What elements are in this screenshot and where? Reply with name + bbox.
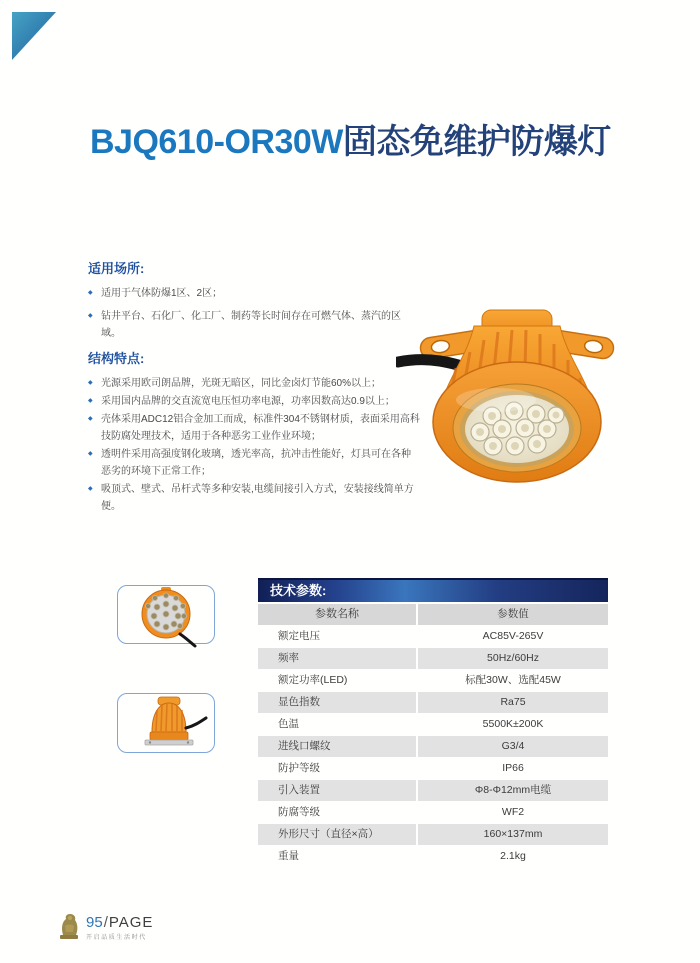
param-value: AC85V-265V	[482, 630, 544, 642]
list-item	[88, 411, 420, 445]
param-name: 显色指数	[258, 692, 416, 713]
corner-triangle-decoration	[12, 12, 56, 60]
list-item	[88, 393, 420, 410]
page-number: 95	[86, 914, 103, 931]
table-row	[258, 780, 608, 801]
list-item	[88, 308, 420, 342]
section-features	[88, 348, 420, 516]
param-value: 50Hz/60Hz	[418, 648, 608, 669]
bullet-icon: ◆	[88, 313, 93, 319]
param-name: 防护等级	[278, 762, 320, 774]
page-number-separator: /	[103, 914, 108, 931]
param-value: IP66	[502, 762, 524, 774]
feature-bullet-text: 光源采用欧司朗品牌，光斑无暗区，同比金卤灯节能60%以上；	[101, 378, 382, 389]
param-name: 色温	[278, 718, 299, 730]
usage-heading: 适用场所:	[88, 261, 145, 276]
footer-text	[86, 912, 153, 941]
param-value: Φ8-Φ12mm电缆	[418, 780, 608, 801]
param-value: 标配30W、选配45W	[465, 674, 561, 686]
page-footer	[58, 912, 153, 941]
features-heading: 结构特点:	[88, 351, 145, 366]
param-value: WF2	[501, 806, 525, 818]
param-value: 5500K±200K	[482, 718, 544, 730]
brand-slogan: 开启品质生活时代	[86, 935, 147, 941]
usage-bullet-text: 适用于气体防爆1区、2区；	[101, 288, 223, 299]
param-name: 重量	[278, 850, 299, 862]
table-header-row	[258, 604, 608, 625]
list-item	[88, 285, 420, 302]
param-name: 进线口螺纹	[258, 736, 416, 757]
param-name: 额定功率(LED)	[278, 674, 348, 686]
table-row	[258, 670, 608, 691]
table-row	[258, 846, 608, 867]
table-row	[258, 714, 608, 735]
param-value: 2.1kg	[500, 850, 526, 862]
product-name-cjk: 固态免维护防爆灯	[342, 123, 611, 161]
param-name: 额定电压	[278, 630, 320, 642]
table-row	[258, 824, 608, 845]
tech-params-header-bar: 技术参数:	[258, 578, 608, 602]
bullet-icon: ◆	[88, 486, 93, 492]
param-value: 160×137mm	[418, 824, 608, 845]
param-name: 防腐等级	[278, 806, 320, 818]
param-name: 引入装置	[258, 780, 416, 801]
product-photo-main	[396, 250, 638, 488]
usage-list	[88, 285, 420, 342]
table-row	[258, 758, 608, 779]
page-label: PAGE	[108, 914, 154, 931]
page-title	[90, 114, 611, 163]
list-item	[88, 375, 420, 392]
column-header-value: 参数值	[418, 604, 608, 625]
list-item	[88, 446, 420, 480]
features-list	[88, 375, 420, 515]
table-row	[258, 736, 608, 757]
bullet-icon: ◆	[88, 398, 93, 404]
product-thumb-side	[117, 693, 215, 753]
param-value: Ra75	[418, 692, 608, 713]
bullet-icon: ◆	[88, 290, 93, 296]
param-name: 外形尺寸（直径×高）	[258, 824, 416, 845]
usage-bullet-text: 钻井平台、石化厂、化工厂、制药等长时间存在可燃气体、蒸汽的区域。	[101, 311, 401, 339]
list-item	[88, 481, 420, 515]
product-model-code: BJQ610-OR30W	[90, 123, 343, 161]
param-name: 频率	[258, 648, 416, 669]
feature-bullet-text: 壳体采用ADC12铝合金加工而成，标准件304不锈钢材质，表面采用高科技防腐处理技术，适用于各种恶劣工业作业环境；	[101, 414, 420, 442]
product-thumb-side-photo	[118, 694, 214, 752]
feature-bullet-text: 采用国内品牌的交直流宽电压恒功率电源，功率因数高达0.9以上；	[101, 396, 395, 407]
section-tech-params	[258, 578, 608, 868]
feature-bullet-text: 吸顶式、壁式、吊杆式等多种安装,电缆间接引入方式，安装接线简单方便。	[101, 484, 414, 512]
table-row	[258, 692, 608, 713]
param-value: G3/4	[418, 736, 608, 757]
table-row	[258, 648, 608, 669]
table-row	[258, 626, 608, 647]
column-header-name: 参数名称	[258, 604, 416, 625]
bullet-icon: ◆	[88, 380, 93, 386]
product-thumb-front-photo	[118, 586, 214, 648]
bullet-icon: ◆	[88, 451, 93, 457]
feature-bullet-text: 透明件采用高强度钢化玻璃，透光率高，抗冲击性能好，灯具可在各种恶劣的环境下正常工作；	[101, 449, 411, 477]
brand-lion-logo	[58, 912, 80, 940]
product-thumb-front	[117, 585, 215, 644]
tech-params-table	[258, 604, 608, 867]
page-number-line	[86, 915, 153, 930]
bullet-icon: ◆	[88, 416, 93, 422]
table-row	[258, 802, 608, 823]
section-usage	[88, 258, 420, 348]
